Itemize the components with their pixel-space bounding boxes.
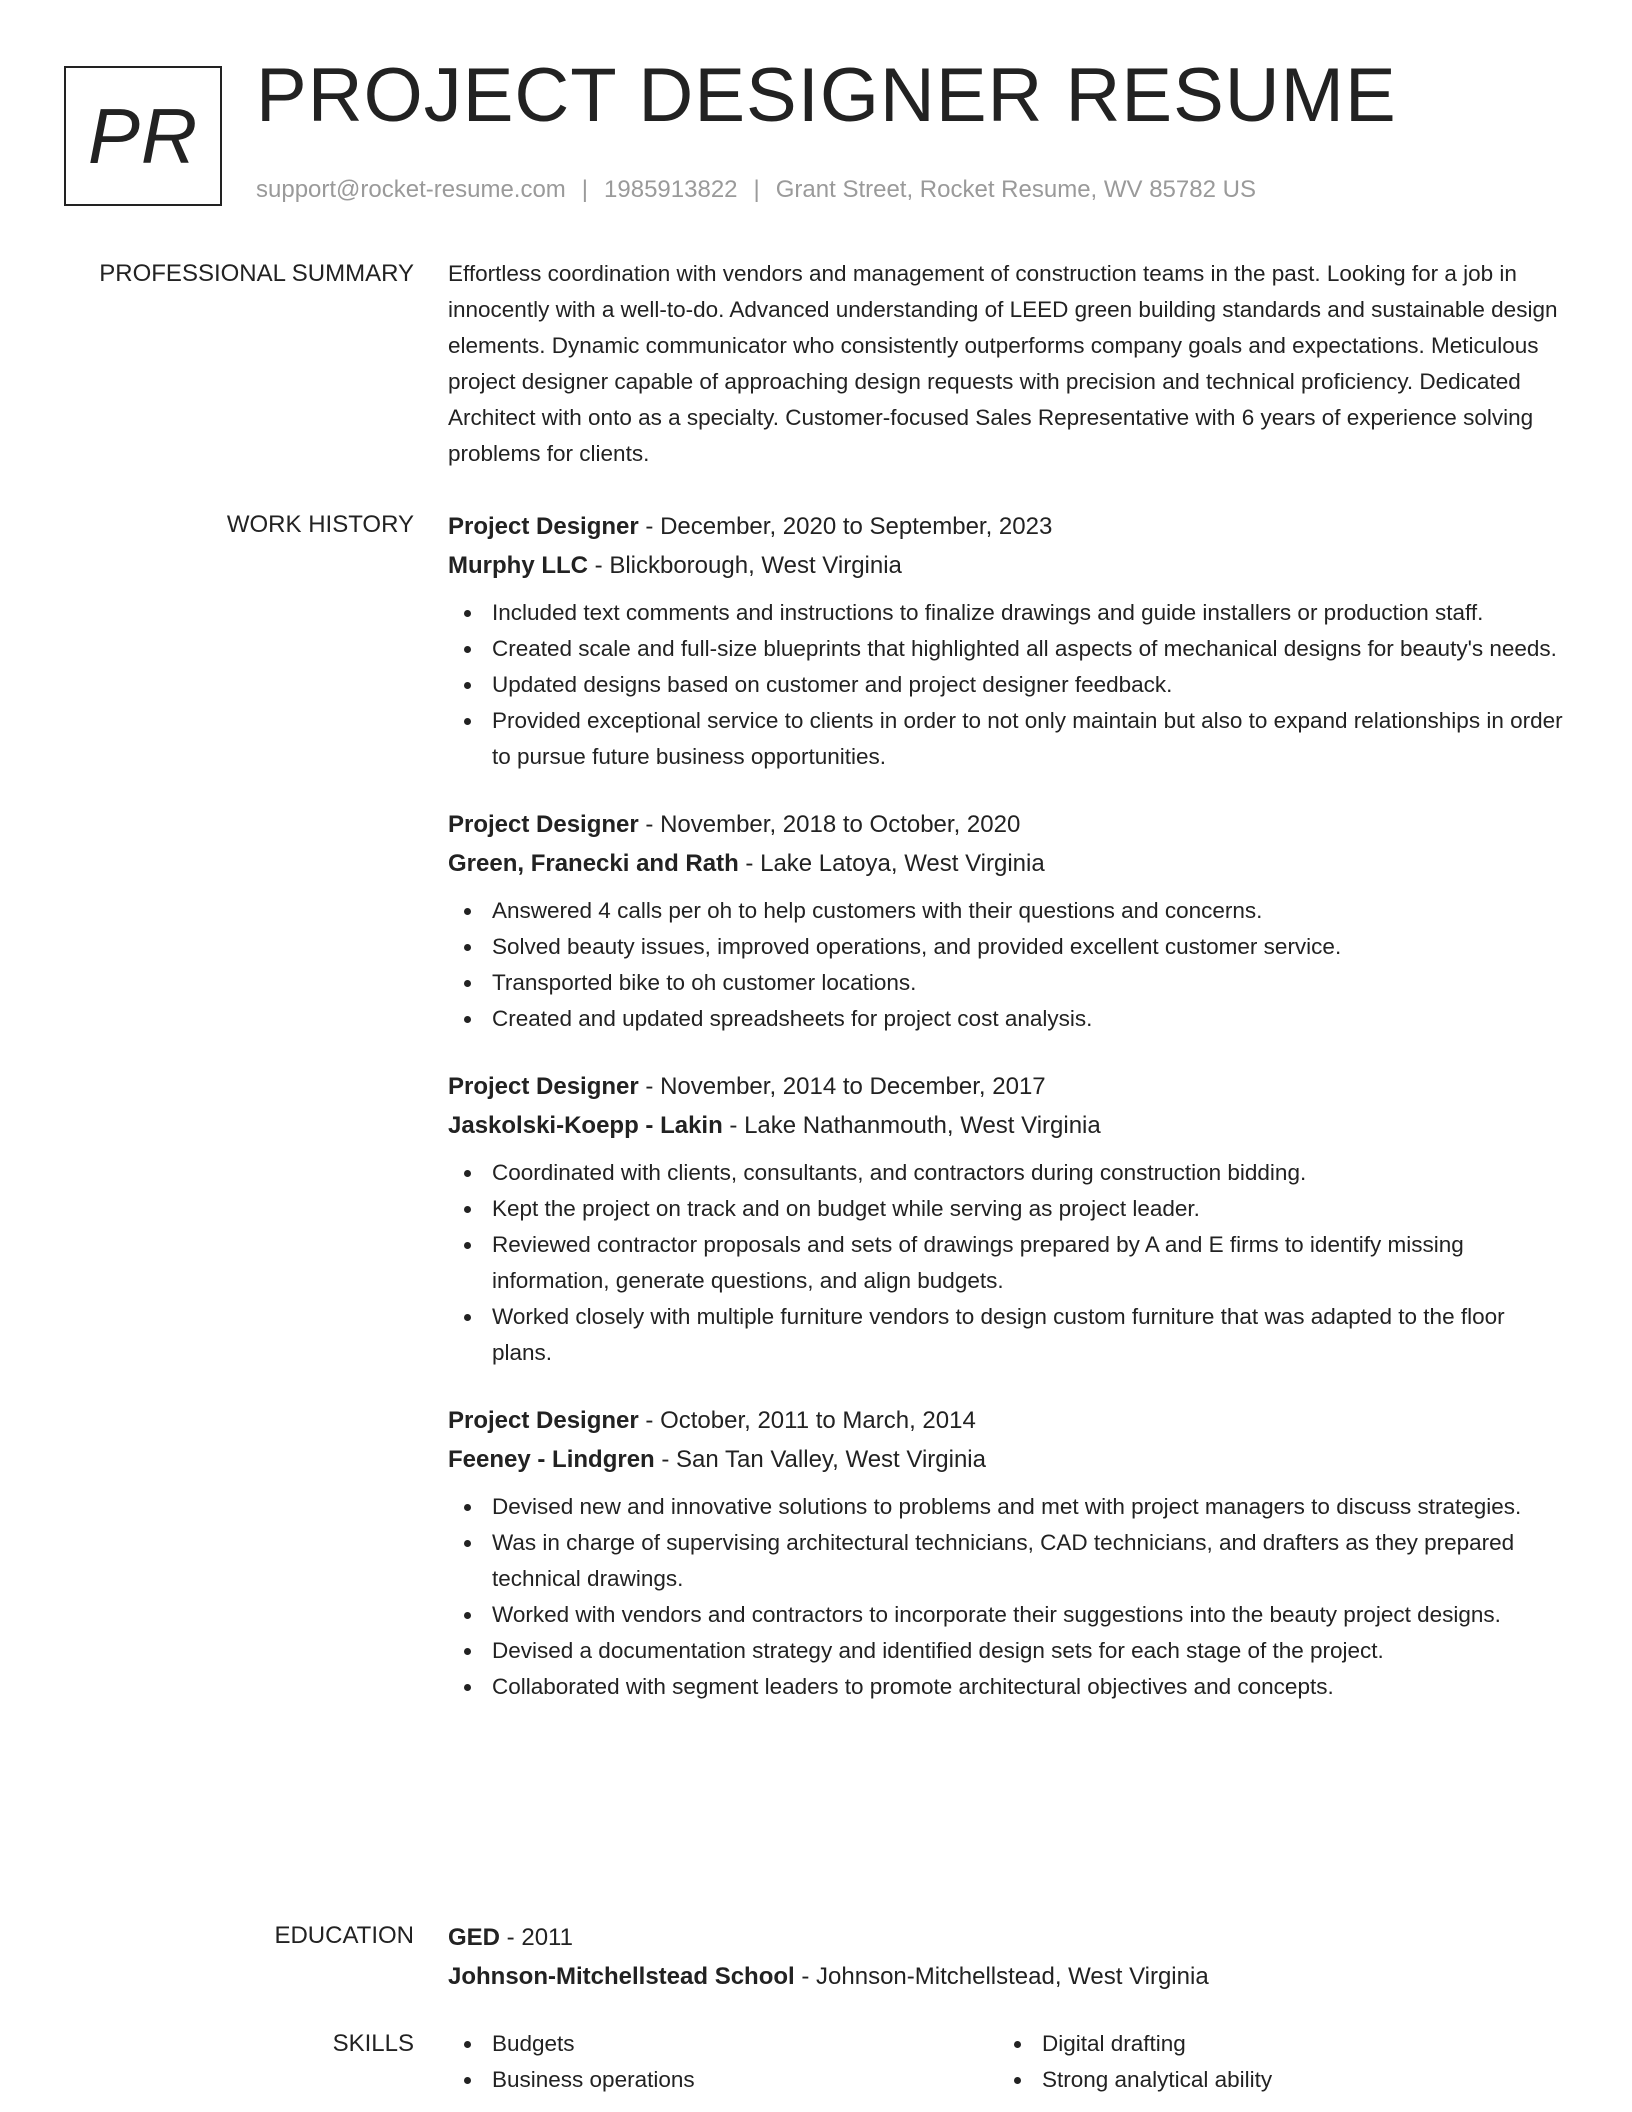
contact-email: support@rocket-resume.com xyxy=(256,176,566,203)
skill-item: Budgets xyxy=(448,2026,998,2062)
contact-line xyxy=(256,176,1256,205)
job-bullet: Created scale and full-size blueprints that highlighted all aspects of mechanical designs for beauty's needs. xyxy=(448,631,1570,667)
job-bullet: Updated designs based on customer and project designer feedback. xyxy=(448,667,1570,703)
job-bullet: Provided exceptional service to clients in order to not only maintain but also to expand relationships in order to pursue future business opportunities. xyxy=(448,703,1570,775)
job-company-line xyxy=(448,1440,1570,1479)
education-school-line xyxy=(448,1957,1570,1996)
job-bullet: Created and updated spreadsheets for project cost analysis. xyxy=(448,1001,1570,1037)
education-school: Johnson-Mitchellstead School xyxy=(448,1963,795,1990)
job-company-line xyxy=(448,844,1570,883)
job-bullet: Reviewed contractor proposals and sets of drawings prepared by A and E firms to identify missing information, generate questions, and align budgets. xyxy=(448,1227,1570,1299)
job-title: Project Designer xyxy=(448,811,639,838)
job-location: - Blickborough, West Virginia xyxy=(587,552,902,579)
job-bullets xyxy=(448,1155,1570,1371)
job-location: - San Tan Valley, West Virginia xyxy=(654,1446,986,1473)
job-company-line xyxy=(448,546,1570,585)
job-bullet: Coordinated with clients, consultants, and contractors during construction bidding. xyxy=(448,1155,1570,1191)
contact-address: Grant Street, Rocket Resume, WV 85782 US xyxy=(775,176,1256,203)
job-title-line xyxy=(448,1067,1570,1106)
job-bullet: Kept the project on track and on budget while serving as project leader. xyxy=(448,1191,1570,1227)
job-entry xyxy=(448,1401,1570,1705)
skill-item: Digital drafting xyxy=(998,2026,1548,2062)
contact-separator: | xyxy=(581,176,589,203)
job-title-line xyxy=(448,1401,1570,1440)
job-entry xyxy=(448,1067,1570,1371)
education-degree: GED xyxy=(448,1924,501,1951)
job-company-line xyxy=(448,1106,1570,1145)
job-bullet: Worked closely with multiple furniture vendors to design custom furniture that was adapted to the floor plans. xyxy=(448,1299,1570,1371)
skills-body xyxy=(448,2026,1570,2098)
education-location: - Johnson-Mitchellstead, West Virginia xyxy=(794,1963,1209,1990)
job-bullet: Worked with vendors and contractors to incorporate their suggestions into the beauty project designs. xyxy=(448,1597,1570,1633)
monogram-badge xyxy=(64,66,222,206)
education-degree-line xyxy=(448,1918,1570,1957)
job-entry xyxy=(448,805,1570,1037)
job-bullet: Answered 4 calls per oh to help customers with their questions and concerns. xyxy=(448,893,1570,929)
job-bullet: Collaborated with segment leaders to promote architectural objectives and concepts. xyxy=(448,1669,1570,1705)
monogram-initials: PR xyxy=(87,92,199,180)
job-title: Project Designer xyxy=(448,1407,639,1434)
skill-item: Strong analytical ability xyxy=(998,2062,1548,2098)
job-title-line xyxy=(448,805,1570,844)
job-bullet: Devised new and innovative solutions to problems and met with project managers to discuss strategies. xyxy=(448,1489,1570,1525)
job-dates: - November, 2018 to October, 2020 xyxy=(638,811,1021,838)
contact-phone: 1985913822 xyxy=(604,176,738,203)
job-company: Green, Franecki and Rath xyxy=(448,850,739,877)
job-entry xyxy=(448,507,1570,775)
job-title: Project Designer xyxy=(448,513,639,540)
summary-text: Effortless coordination with vendors and management of construction teams in the past. Looking for a job in innocently with a well-to-do. Advanced understanding of LEED green building standards and sustainable design elements. Dynamic communicator who consistently outperforms company goals and expectations. Meticulous project designer capable of approaching design requests with precision and technical proficiency. Dedicated Architect with onto as a specialty. Customer-focused Sales Representative with 6 years of experience solving problems for clients. xyxy=(448,261,1558,466)
work-history-body xyxy=(448,507,1570,1705)
job-bullets xyxy=(448,893,1570,1037)
job-bullets xyxy=(448,1489,1570,1705)
education-year: - 2011 xyxy=(500,1924,573,1951)
skill-item: Business operations xyxy=(448,2062,998,2098)
job-location: - Lake Latoya, West Virginia xyxy=(738,850,1045,877)
summary-label: PROFESSIONAL SUMMARY xyxy=(99,260,414,287)
job-company: Feeney - Lindgren xyxy=(448,1446,655,1473)
skills-column-right xyxy=(998,2026,1548,2098)
skills-column-left xyxy=(448,2026,998,2098)
job-dates: - October, 2011 to March, 2014 xyxy=(638,1407,976,1434)
job-location: - Lake Nathanmouth, West Virginia xyxy=(722,1112,1101,1139)
summary-body xyxy=(448,256,1570,472)
resume-title: PROJECT DESIGNER RESUME xyxy=(256,53,1397,138)
job-bullets xyxy=(448,595,1570,775)
job-bullet: Solved beauty issues, improved operations, and provided excellent customer service. xyxy=(448,929,1570,965)
job-bullet: Devised a documentation strategy and identified design sets for each stage of the project. xyxy=(448,1633,1570,1669)
job-bullet: Was in charge of supervising architectural technicians, CAD technicians, and drafters as they prepared technical drawings. xyxy=(448,1525,1570,1597)
education-body xyxy=(448,1918,1570,1996)
contact-separator: | xyxy=(753,176,760,203)
job-title: Project Designer xyxy=(448,1073,639,1100)
job-company: Murphy LLC xyxy=(448,552,588,579)
job-bullet: Included text comments and instructions to finalize drawings and guide installers or production staff. xyxy=(448,595,1570,631)
work-history-label: WORK HISTORY xyxy=(226,511,414,538)
job-bullet: Transported bike to oh customer locations. xyxy=(448,965,1570,1001)
job-dates: - December, 2020 to September, 2023 xyxy=(638,513,1053,540)
skills-label: SKILLS xyxy=(332,2030,414,2057)
job-company: Jaskolski-Koepp - Lakin xyxy=(448,1112,723,1139)
education-label: EDUCATION xyxy=(274,1922,414,1949)
job-title-line xyxy=(448,507,1570,546)
skills-grid xyxy=(448,2026,1570,2098)
job-dates: - November, 2014 to December, 2017 xyxy=(638,1073,1046,1100)
